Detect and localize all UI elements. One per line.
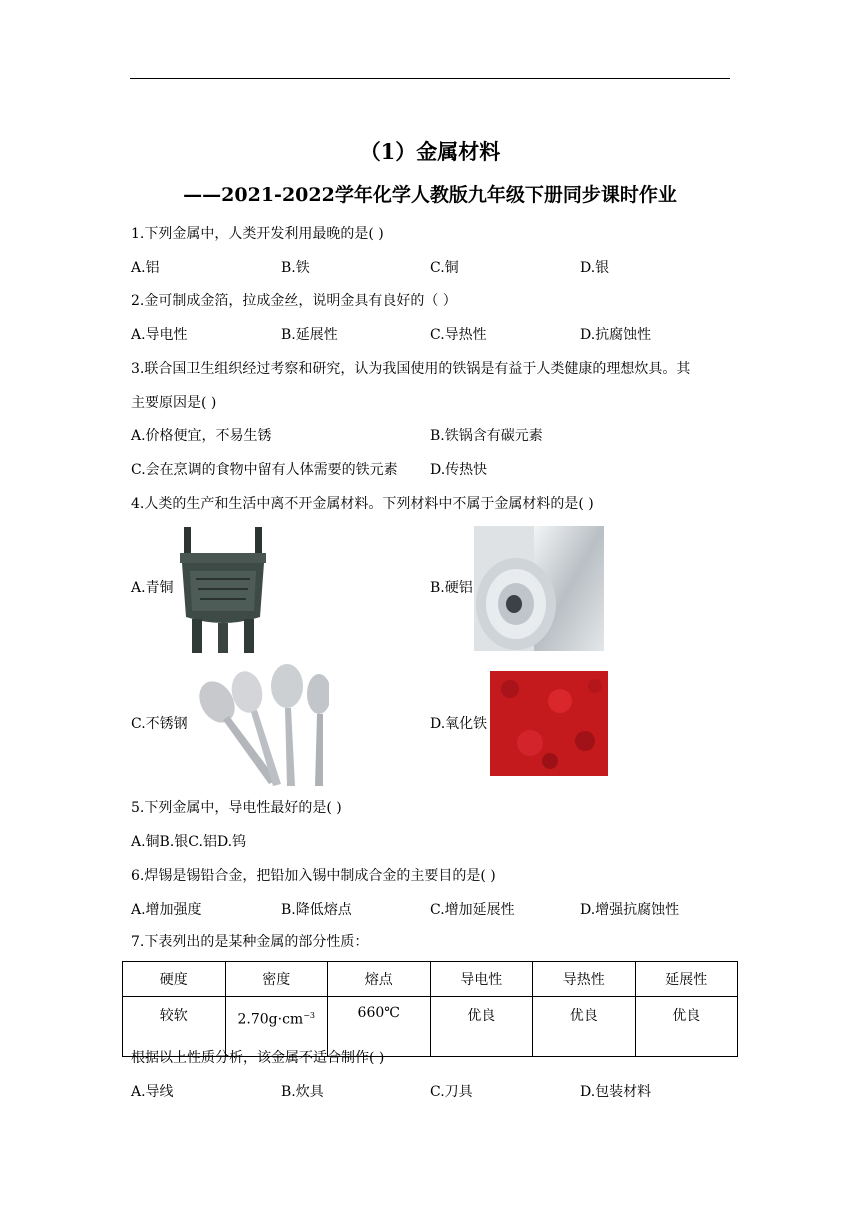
stainless-steel-spoons-image: [189, 664, 329, 790]
page-title: （1）金属材料: [359, 139, 501, 164]
table-header-row: [123, 962, 738, 997]
q4-option-a: A.青铜: [131, 580, 174, 596]
q5-options: A.铜B.银C.铝D.钨: [131, 834, 247, 850]
bronze-ding-image: [176, 525, 270, 655]
table-cell: 较软: [123, 997, 226, 1057]
question-3-stem-line1: 3.联合国卫生组织经过考察和研究，认为我国使用的铁锅是有益于人类健康的理想炊具。其: [131, 361, 691, 377]
q6-option-d: D.增强抗腐蚀性: [580, 902, 680, 918]
header-rule: [130, 78, 730, 79]
q1-option-a: A.铝: [131, 260, 160, 276]
table-header-cell: 导电性: [430, 962, 533, 997]
question-1-stem: 1.下列金属中，人类开发利用最晚的是( ): [131, 226, 384, 242]
q6-option-b: B.降低熔点: [281, 902, 352, 918]
q3-option-c: C.会在烹调的食物中留有人体需要的铁元素: [131, 462, 398, 478]
question-2-stem: 2.金可制成金箔，拉成金丝，说明金具有良好的（ ）: [131, 293, 457, 309]
metal-properties-table: [122, 961, 738, 1057]
q2-option-b: B.延展性: [281, 327, 338, 343]
table-header-cell: 导热性: [533, 962, 636, 997]
q1-option-d: D.银: [580, 260, 610, 276]
table-header-cell: 延展性: [635, 962, 738, 997]
q6-option-c: C.增加延展性: [430, 902, 515, 918]
q7-option-d: D.包装材料: [580, 1084, 652, 1100]
q1-option-b: B.铁: [281, 260, 310, 276]
question-3-stem-line2: 主要原因是( ): [131, 395, 217, 411]
aluminum-foil-roll-image: [474, 526, 604, 651]
question-5-stem: 5.下列金属中，导电性最好的是( ): [131, 800, 342, 816]
q1-option-c: C.铜: [430, 260, 459, 276]
iron-oxide-powder-image: [490, 671, 608, 776]
q4-option-d: D.氧化铁: [430, 716, 488, 732]
table-header-cell: 熔点: [328, 962, 431, 997]
question-7-followup: 根据以上性质分析，该金属不适合制作( ): [131, 1050, 385, 1066]
table-cell: 优良: [533, 997, 636, 1057]
q4-option-c: C.不锈钢: [131, 716, 188, 732]
table-cell: 660℃: [328, 997, 431, 1057]
question-4-stem: 4.人类的生产和生活中离不开金属材料。下列材料中不属于金属材料的是( ): [131, 496, 594, 512]
q7-option-b: B.炊具: [281, 1084, 324, 1100]
q7-option-a: A.导线: [131, 1084, 174, 1100]
q3-option-b: B.铁锅含有碳元素: [430, 428, 543, 444]
question-7-stem: 7.下表列出的是某种金属的部分性质：: [131, 934, 369, 950]
density-exponent: −3: [303, 1011, 315, 1020]
q2-option-c: C.导热性: [430, 327, 487, 343]
page-subtitle: ——2021-2022学年化学人教版九年级下册同步课时作业: [183, 184, 677, 206]
q6-option-a: A.增加强度: [131, 902, 202, 918]
table-cell: 优良: [635, 997, 738, 1057]
q2-option-a: A.导电性: [131, 327, 188, 343]
table-header-cell: 硬度: [123, 962, 226, 997]
q3-option-d: D.传热快: [430, 462, 488, 478]
density-value: 2.70g·cm: [237, 1011, 304, 1028]
q4-option-b: B.硬铝: [430, 580, 473, 596]
q7-option-c: C.刀具: [430, 1084, 473, 1100]
table-header-cell: 密度: [225, 962, 328, 997]
question-6-stem: 6.焊锡是锡铅合金，把铅加入锡中制成合金的主要目的是( ): [131, 868, 496, 884]
q2-option-d: D.抗腐蚀性: [580, 327, 652, 343]
q3-option-a: A.价格便宜，不易生锈: [131, 428, 272, 444]
table-cell: 优良: [430, 997, 533, 1057]
